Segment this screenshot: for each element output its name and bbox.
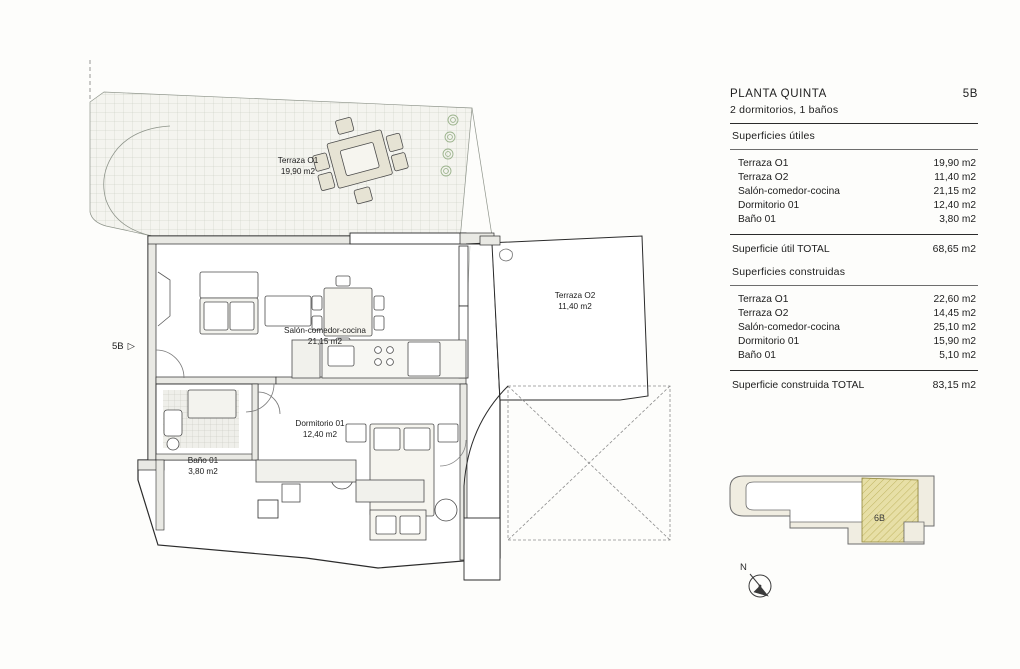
compass-north-label: N — [740, 562, 747, 573]
unit-tag-5b: 5B ▷ — [112, 341, 135, 352]
built-total-label: Superficie construida TOTAL — [732, 379, 865, 391]
area-label: Baño 01 — [738, 214, 776, 226]
divider-5 — [730, 370, 978, 371]
area-value: 25,10 m2 — [933, 321, 976, 333]
area-value: 22,60 m2 — [933, 293, 976, 305]
bottom-notch — [258, 500, 278, 518]
area-value: 12,40 m2 — [933, 200, 976, 212]
area-row — [730, 170, 978, 184]
plan-code: 5B — [962, 88, 978, 100]
area-row — [730, 292, 978, 306]
useful-total-value: 68,65 m2 — [932, 243, 976, 255]
terraza-01-area — [90, 60, 492, 240]
divider-4 — [730, 285, 978, 286]
area-label: Salón-comedor-cocina — [738, 321, 840, 333]
room-label-terraza-02: Terraza O2 11,40 m2 — [554, 291, 596, 312]
built-total-row — [730, 377, 978, 392]
area-row — [730, 335, 978, 349]
area-value: 15,90 m2 — [933, 336, 976, 348]
tag-arrow-icon: ▷ — [127, 341, 135, 352]
area-label: Baño 01 — [738, 350, 776, 362]
info-panel — [730, 88, 978, 392]
area-label: Dormitorio 01 — [738, 336, 800, 348]
area-label: Terraza O1 — [738, 157, 789, 169]
useful-areas-heading: Superficies útiles — [732, 130, 815, 142]
room-label-bano-01: Baño 01 3,80 m2 — [187, 456, 219, 477]
built-total-value: 83,15 m2 — [932, 379, 976, 391]
lower-right-detail — [464, 518, 500, 580]
area-label: Dormitorio 01 — [738, 200, 800, 212]
compass-rose — [738, 560, 784, 606]
area-row — [730, 306, 978, 320]
built-areas-list — [730, 292, 978, 363]
area-row — [730, 320, 978, 334]
area-label: Terraza O1 — [738, 293, 789, 305]
area-value: 3,80 m2 — [939, 214, 976, 226]
floor-plan-drawing — [60, 40, 720, 620]
room-label-salon: Salón-comedor-cocina 21,15 m2 — [284, 326, 366, 347]
info-title-row — [730, 88, 978, 100]
room-label-terraza-01: Terraza O1 19,90 m2 — [277, 156, 319, 177]
useful-total-label: Superficie útil TOTAL — [732, 243, 830, 255]
key-plan — [728, 472, 954, 554]
area-value: 11,40 m2 — [934, 171, 976, 183]
area-label: Terraza O2 — [738, 307, 789, 319]
useful-total-row — [730, 241, 978, 256]
key-plan-svg — [728, 472, 954, 554]
area-value: 14,45 m2 — [933, 307, 976, 319]
area-value: 5,10 m2 — [939, 350, 976, 362]
room-label-dormitorio-01: Dormitorio 01 12,40 m2 — [295, 419, 345, 440]
area-row — [730, 199, 978, 213]
useful-areas-list — [730, 156, 978, 227]
plan-title: PLANTA QUINTA — [730, 88, 827, 100]
key-plan-unit-label: 6B — [874, 513, 886, 523]
area-label: Salón-comedor-cocina — [738, 185, 840, 197]
area-value: 21,15 m2 — [933, 185, 976, 197]
area-label: Terraza O2 — [738, 171, 789, 183]
spacer — [730, 256, 978, 266]
area-value: 19,90 m2 — [933, 157, 976, 169]
area-row — [730, 349, 978, 363]
area-row — [730, 213, 978, 227]
plan-subtitle: 2 dormitorios, 1 baños — [730, 104, 839, 116]
divider-3 — [730, 234, 978, 235]
divider-1 — [730, 123, 978, 124]
area-row — [730, 184, 978, 198]
built-areas-heading: Superficies construidas — [732, 265, 846, 278]
divider-2 — [730, 149, 978, 150]
area-row — [730, 156, 978, 170]
